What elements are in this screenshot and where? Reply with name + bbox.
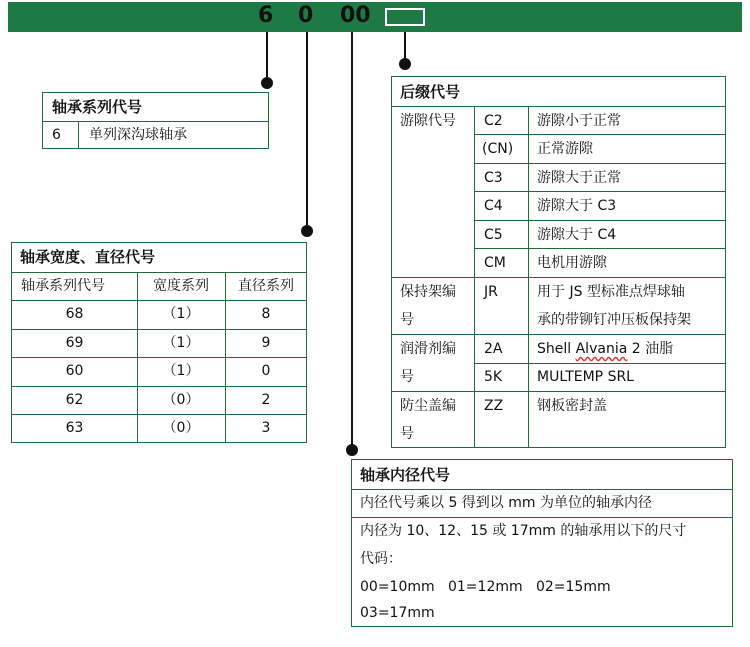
- suffix-code: C4: [484, 198, 503, 214]
- width-row-diameter: 3: [261, 420, 271, 436]
- width-header-series: 轴承系列代号: [21, 278, 105, 294]
- suffix-placeholder-box: [385, 8, 425, 26]
- suffix-group-clearance: 游隙代号: [400, 113, 456, 129]
- width-header-width: 宽度系列: [153, 278, 209, 294]
- bore-line: 内径代号乘以 5 得到以 mm 为单位的轴承内径: [360, 495, 652, 511]
- suffix-desc: MULTEMP SRL: [537, 369, 634, 385]
- bore-line: 00=10mm 01=12mm 02=15mm: [360, 579, 611, 595]
- suffix-group-cage: 保持架编: [400, 284, 456, 300]
- bore-box-title: 轴承内径代号: [360, 466, 451, 484]
- width-row-diameter: 9: [261, 335, 271, 351]
- suffix-desc: 电机用游隙: [537, 255, 607, 271]
- width-row-width: （1）: [162, 306, 200, 322]
- connector-dot-suffix: [399, 58, 411, 70]
- series-box-title: 轴承系列代号: [52, 98, 143, 116]
- suffix-code: (CN): [482, 141, 514, 157]
- code-digit-bore: 00: [340, 3, 371, 28]
- suffix-group-dust: 防尘盖编: [400, 398, 456, 414]
- suffix-desc: 游隙大于 C3: [537, 198, 617, 214]
- width-header-diameter: 直径系列: [238, 278, 294, 294]
- connector-dot-bore: [346, 444, 358, 456]
- width-box-title: 轴承宽度、直径代号: [20, 248, 156, 266]
- width-row-diameter: 2: [261, 392, 271, 408]
- suffix-code: CM: [484, 255, 506, 271]
- suffix-box-title: 后缀代号: [400, 83, 461, 101]
- width-row-series: 62: [65, 392, 84, 408]
- width-row-width: （1）: [162, 335, 200, 351]
- suffix-code: C2: [484, 113, 503, 129]
- suffix-desc: 游隙大于 C4: [537, 227, 617, 243]
- suffix-group-lube: 号: [400, 369, 414, 385]
- connector-series: [266, 32, 268, 80]
- bore-line: 代码：: [360, 551, 402, 567]
- width-row-width: （1）: [162, 363, 200, 379]
- width-row-diameter: 0: [261, 363, 271, 379]
- code-banner: [8, 2, 742, 32]
- connector-bore: [351, 32, 353, 446]
- suffix-code: JR: [484, 284, 498, 300]
- width-row-series: 69: [65, 335, 84, 351]
- connector-width: [306, 32, 308, 228]
- width-row-width: （0）: [162, 420, 200, 436]
- width-row-diameter: 8: [261, 306, 271, 322]
- width-diameter-box: [11, 242, 307, 443]
- suffix-code: 5K: [484, 369, 503, 385]
- suffix-desc: Shell Alvania 2 油脂: [537, 341, 674, 357]
- suffix-code: C5: [484, 227, 503, 243]
- series-code: 6: [52, 127, 61, 143]
- connector-dot-width: [301, 225, 313, 237]
- suffix-box: [391, 76, 726, 448]
- bore-box: [351, 459, 733, 627]
- bore-line: 内径为 10、12、15 或 17mm 的轴承用以下的尺寸: [360, 523, 687, 539]
- suffix-desc: 用于 JS 型标准点焊球轴: [537, 284, 685, 300]
- suffix-desc: 承的带铆钉冲压板保持架: [537, 312, 691, 328]
- suffix-group-cage: 号: [400, 312, 414, 328]
- suffix-desc: 正常游隙: [537, 141, 593, 157]
- suffix-group-lube: 润滑剂编: [400, 341, 456, 357]
- width-row-series: 60: [65, 363, 84, 379]
- series-box: [42, 92, 269, 149]
- connector-dot-series: [261, 77, 273, 89]
- width-row-series: 68: [65, 306, 84, 322]
- code-digit-width: 0: [298, 3, 314, 28]
- suffix-group-dust: 号: [400, 426, 414, 442]
- suffix-code: ZZ: [484, 398, 504, 414]
- code-digit-series: 6: [258, 3, 274, 28]
- suffix-desc: 游隙小于正常: [537, 113, 621, 129]
- suffix-desc: 钢板密封盖: [537, 398, 607, 414]
- suffix-code: C3: [484, 170, 503, 186]
- width-row-width: （0）: [162, 392, 200, 408]
- width-row-series: 63: [65, 420, 84, 436]
- suffix-code: 2A: [484, 341, 503, 357]
- suffix-desc: 游隙大于正常: [537, 170, 621, 186]
- bore-line: 03=17mm: [360, 605, 435, 621]
- series-desc: 单列深沟球轴承: [89, 127, 187, 143]
